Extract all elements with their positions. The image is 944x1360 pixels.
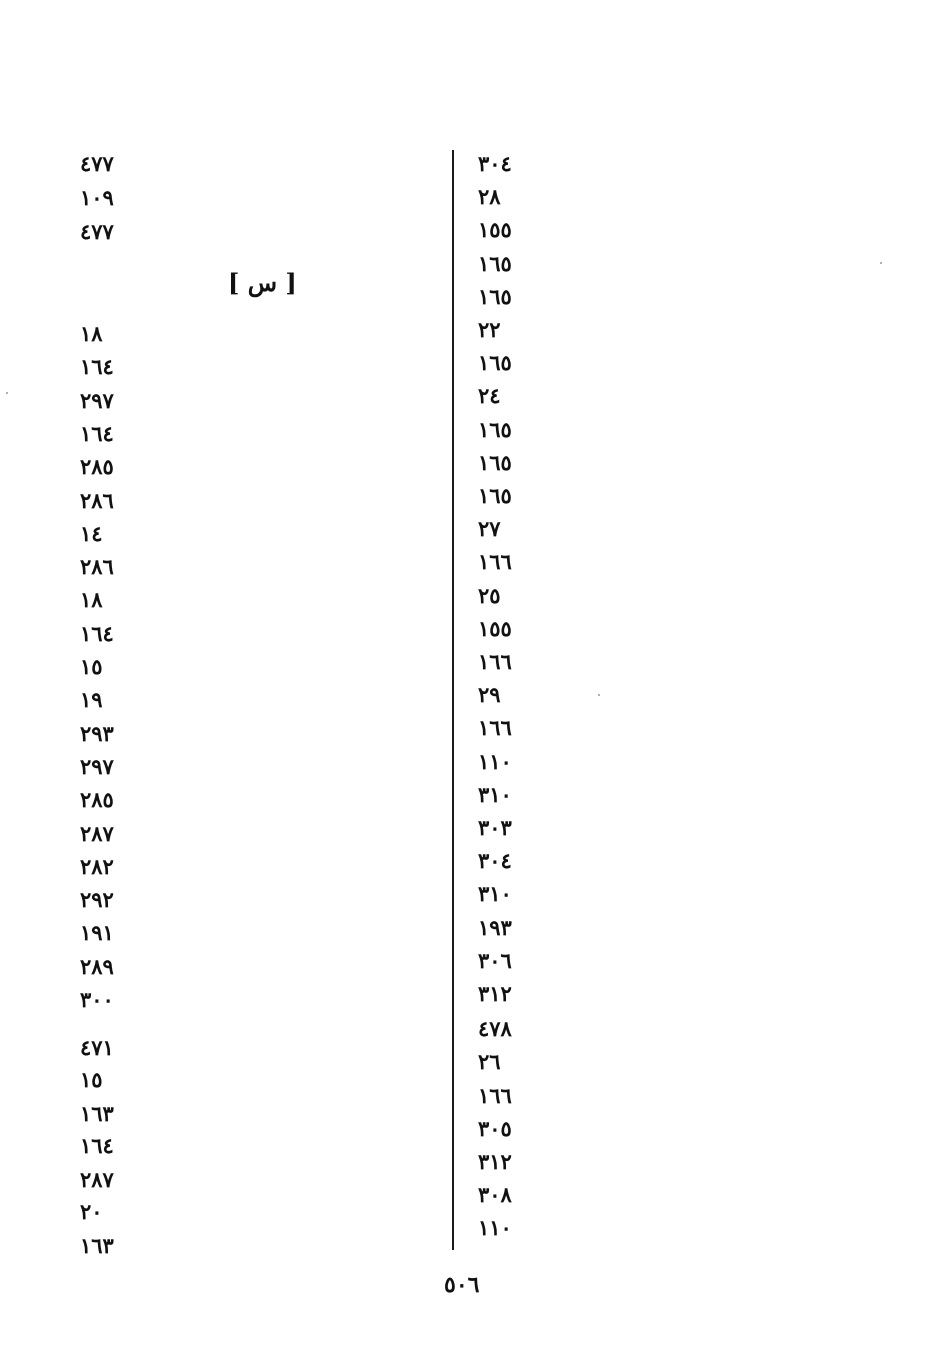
right-entry-page-number: ١١٠ [478,749,512,774]
right-entry-page-number: ٢٤ [478,383,501,408]
left-entry-page-number: ٢٨٧ [80,821,114,846]
right-entry-page-number: ١٦٦ [478,649,512,674]
left-entry-page-number: ٢٨٦ [80,554,114,579]
left-entry-page-number: ٢٩٧ [80,388,114,413]
left-entry-page-number: ٢٨٢ [80,854,114,879]
right-entry-page-number: ١٦٥ [478,450,512,475]
left-entry-page-number: ٤٧٧ [80,151,114,176]
right-entry-page-number: ٢٨ [478,184,501,209]
left-entry-page-number: ٢٨٧ [80,1167,114,1192]
left-entry-page-number: ١٨ [80,321,103,346]
left-entry-page-number: ١٩ [80,687,103,712]
right-entry-page-number: ٢٥ [478,583,501,608]
right-entry-page-number: ١٦٥ [478,417,512,442]
right-entry-page-number: ٣٠٣ [478,815,512,840]
right-entry-page-number: ٢٩ [478,682,501,707]
scan-speck [6,392,8,394]
right-entry-page-number: ٣٠٤ [478,151,512,176]
right-entry-page-number: ١٦٦ [478,715,512,740]
right-entry-page-number: ١٥٥ [478,616,512,641]
right-entry-page-number: ٢٦ [478,1049,501,1074]
right-entry-page-number: ٣٠٦ [478,948,512,973]
left-entry-page-number: ٣٠٠ [80,987,114,1012]
left-entry-page-number: ٢٨٦ [80,488,114,513]
right-entry-page-number: ٣١٢ [478,981,512,1006]
left-entry-page-number: ٢٨٥ [80,787,114,812]
right-entry-page-number: ١٦٥ [478,483,512,508]
scan-speck [598,694,600,696]
page-number: ٥٠٦ [444,1272,480,1298]
right-entry-page-number: ٣١٠ [478,782,512,807]
left-entry-page-number: ١٩١ [80,920,114,945]
right-entry-page-number: ٢٢ [478,317,501,342]
left-entry-page-number: ١٦٤ [80,621,114,646]
left-entry-page-number: ٢٨٩ [80,954,114,979]
left-entry-page-number: ١٦٤ [80,1133,114,1158]
left-entry-page-number: ١٦٤ [80,421,114,446]
left-entry-page-number: ١٦٣ [80,1101,114,1126]
left-entry-page-number: ٢٨٥ [80,454,114,479]
right-entry-page-number: ١٦٥ [478,350,512,375]
right-entry-page-number: ٣٠٥ [478,1116,512,1141]
left-entry-page-number: ١٦٣ [80,1233,114,1258]
section-header-sin: [ س ] [228,268,297,297]
right-entry-page-number: ٣٠٤ [478,848,512,873]
left-entry-page-number: ١٠٩ [80,185,114,210]
left-entry-page-number: ١٦٤ [80,354,114,379]
right-entry-page-number: ١٦٥ [478,251,512,276]
right-entry-page-number: ١٦٦ [478,1083,512,1108]
right-entry-page-number: ٣٠٨ [478,1182,512,1207]
left-entry-page-number: ١٤ [80,521,103,546]
right-entry-page-number: ١٥٥ [478,217,512,242]
left-entry-page-number: ٤٧١ [80,1035,114,1060]
right-entry-page-number: ٢٧ [478,516,501,541]
right-entry-page-number: ١٦٦ [478,549,512,574]
right-entry-page-number: ٤٧٨ [478,1016,512,1041]
right-entry-page-number: ٣١٠ [478,881,512,906]
scan-speck [880,262,882,264]
left-entry-page-number: ٢٩٣ [80,721,114,746]
left-entry-page-number: ٢٩٢ [80,887,114,912]
right-entry-page-number: ١٦٥ [478,284,512,309]
left-entry-page-number: ١٨ [80,587,103,612]
right-entry-page-number: ٣١٢ [478,1149,512,1174]
left-entry-page-number: ٢٩٧ [80,754,114,779]
column-divider [452,150,454,1250]
left-entry-page-number: ١٥ [80,654,103,679]
left-entry-page-number: ١٥ [80,1067,103,1092]
left-entry-page-number: ٤٧٧ [80,219,114,244]
right-entry-page-number: ١٩٣ [478,915,512,940]
left-entry-page-number: ٢٠ [80,1199,103,1224]
right-entry-page-number: ١١٠ [478,1215,512,1240]
